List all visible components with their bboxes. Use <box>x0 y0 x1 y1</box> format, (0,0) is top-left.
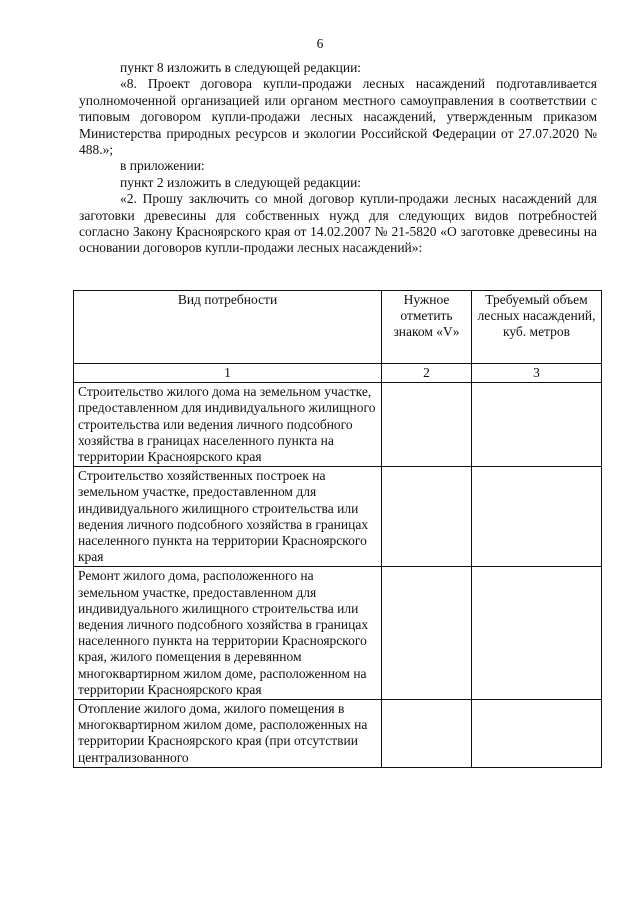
table-row <box>74 383 602 467</box>
need-type-cell: Строительство хозяйственных построек на земельном участке, предоставленном для индивидуального жилищного строительства или ведения личного подсобного хозяйства в границах населенного пункта на территории Красноярского края <box>74 467 382 567</box>
mark-cell[interactable] <box>382 567 472 700</box>
column-number-3: 3 <box>472 364 602 383</box>
paragraph-2: «8. Проект договора купли-продажи лесных насаждений подготавливается уполномоченной организацией или органом местного самоуправления в соответствии с типовым договором купли-продажи лесных насаждений, утвержденным приказом Министерства природных ресурсов и экологии Российской Федерации от 27.07.2020 № 488.»; <box>79 76 597 158</box>
need-type-cell: Ремонт жилого дома, расположенного на земельном участке, предоставленном для индивидуального жилищного строительства или ведения личного подсобного хозяйства в границах населенного пункта на территории Красноярского края, жилого помещения в деревянном многоквартирном жилом доме, расположенном на территории Красноярского края <box>74 567 382 700</box>
table-row <box>74 567 602 700</box>
header-volume: Требуемый объем лесных насаждений, куб. метров <box>472 291 602 364</box>
table-row <box>74 700 602 768</box>
volume-cell[interactable] <box>472 467 602 567</box>
paragraph-1: пункт 8 изложить в следующей редакции: <box>120 60 362 75</box>
table-column-numbers-row <box>74 364 602 383</box>
column-number-1: 1 <box>74 364 382 383</box>
volume-cell[interactable] <box>472 700 602 768</box>
page-number: 6 <box>316 36 324 51</box>
need-type-cell: Строительство жилого дома на земельном участке, предоставленном для индивидуального жилищного строительства или ведения личного подсобного хозяйства в границах населенного пункта на территории Красноярского края <box>74 383 382 467</box>
volume-cell[interactable] <box>472 567 602 700</box>
needs-table <box>73 290 602 768</box>
body-text <box>79 60 597 257</box>
paragraph-4: пункт 2 изложить в следующей редакции: <box>120 174 362 190</box>
mark-cell[interactable] <box>382 700 472 768</box>
table-row <box>74 467 602 567</box>
mark-cell[interactable] <box>382 383 472 467</box>
header-need-type: Вид потребности <box>74 291 382 364</box>
paragraph-3: в приложении: <box>120 158 205 174</box>
table-header-row <box>74 291 602 364</box>
column-number-2: 2 <box>382 364 472 383</box>
need-type-cell: Отопление жилого дома, жилого помещения в многоквартирном жилом доме, расположенных на территории Красноярского края (при отсутствии централизованного <box>74 700 382 768</box>
mark-cell[interactable] <box>382 467 472 567</box>
paragraph-5: «2. Прошу заключить со мной договор купли-продажи лесных насаждений для заготовки древесины для собственных нужд для следующих видов потребностей согласно Закону Красноярского края от 14.02.2007 № 21-5820 «О заготовке древесины на основании договоров купли-продажи лесных насаждений»: <box>79 191 597 256</box>
header-mark: Нужное отметить знаком «V» <box>382 291 472 364</box>
volume-cell[interactable] <box>472 383 602 467</box>
